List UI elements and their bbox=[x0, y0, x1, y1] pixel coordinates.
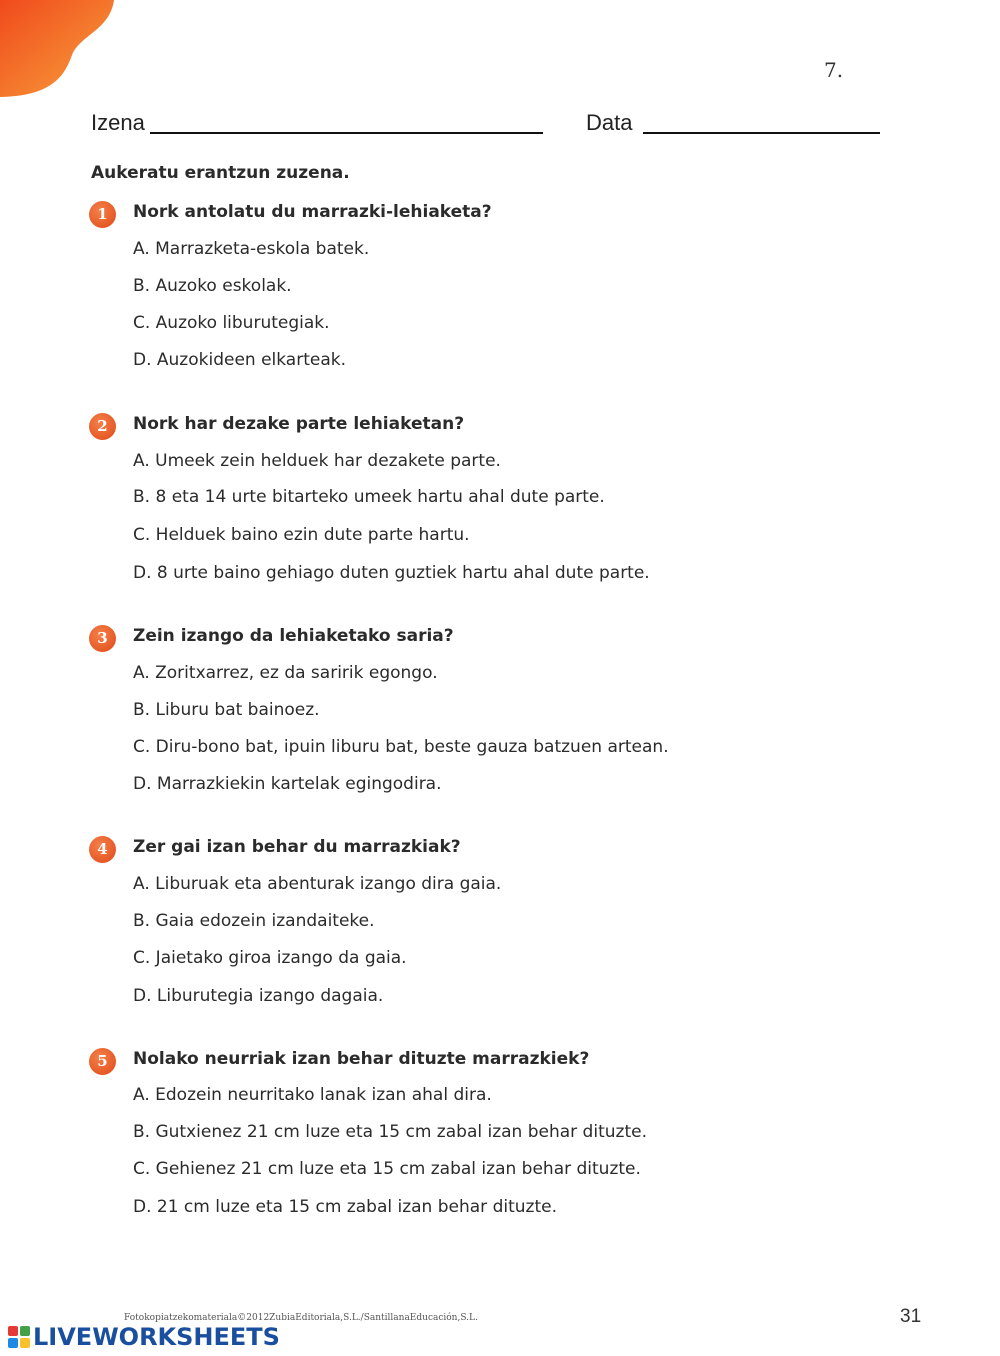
option-d[interactable]: D. Auzokideen elkarteak. bbox=[133, 350, 347, 370]
date-field[interactable] bbox=[643, 132, 880, 134]
option-b[interactable]: B. Gaia edozein izandaiteke. bbox=[133, 911, 375, 931]
copyright-notice: Fotokopiatzekomateriala©2012ZubiaEditoriala,S.L./SantillanaEducación,S.L. bbox=[124, 1313, 478, 1323]
option-c[interactable]: C. Gehienez 21 cm luze eta 15 cm zabal izan behar dituzte. bbox=[133, 1159, 641, 1179]
question-text: Nork antolatu du marrazki-lehiaketa? bbox=[133, 202, 492, 222]
option-a[interactable]: A. Zoritxarrez, ez da saririk egongo. bbox=[133, 663, 438, 683]
question-text: Zein izango da lehiaketako saria? bbox=[133, 626, 454, 646]
option-d[interactable]: D. Liburutegia izango dagaia. bbox=[133, 986, 384, 1006]
question-number-badge: 3 bbox=[89, 625, 116, 652]
liveworksheets-logo[interactable] bbox=[8, 1323, 280, 1351]
question-number-badge: 5 bbox=[89, 1048, 116, 1075]
page-number: 31 bbox=[900, 1306, 922, 1327]
name-field[interactable] bbox=[150, 132, 543, 134]
question-number-badge: 4 bbox=[89, 836, 116, 863]
question-text: Zer gai izan behar du marrazkiak? bbox=[133, 837, 461, 857]
option-a[interactable]: A. Liburuak eta abenturak izango dira gaia. bbox=[133, 874, 502, 894]
name-label: Izena bbox=[91, 110, 145, 135]
option-b[interactable]: B. Auzoko eskolak. bbox=[133, 276, 292, 296]
option-d[interactable]: D. 8 urte baino gehiago duten guztiek hartu ahal dute parte. bbox=[133, 563, 650, 583]
option-d[interactable]: D. 21 cm luze eta 15 cm zabal izan behar dituzte. bbox=[133, 1197, 557, 1217]
option-a[interactable]: A. Umeek zein helduek har dezakete parte. bbox=[133, 451, 501, 471]
option-d[interactable]: D. Marrazkiekin kartelak egingodira. bbox=[133, 774, 442, 794]
option-c[interactable]: C. Auzoko liburutegiak. bbox=[133, 313, 330, 333]
question-number-badge: 1 bbox=[89, 201, 116, 228]
option-b[interactable]: B. Liburu bat bainoez. bbox=[133, 700, 320, 720]
option-b[interactable]: B. 8 eta 14 urte bitarteko umeek hartu ahal dute parte. bbox=[133, 487, 605, 507]
option-c[interactable]: C. Diru-bono bat, ipuin liburu bat, beste gauza batzuen artean. bbox=[133, 737, 669, 757]
logo-squares-icon bbox=[8, 1326, 30, 1348]
option-c[interactable]: C. Helduek baino ezin dute parte hartu. bbox=[133, 525, 470, 545]
option-c[interactable]: C. Jaietako giroa izango da gaia. bbox=[133, 948, 407, 968]
option-a[interactable]: A. Edozein neurritako lanak izan ahal dira. bbox=[133, 1085, 492, 1105]
logo-text: LIVEWORKSHEETS bbox=[33, 1323, 280, 1351]
page-mark: 7. bbox=[824, 58, 844, 82]
option-a[interactable]: A. Marrazketa-eskola batek. bbox=[133, 239, 370, 259]
date-label: Data bbox=[586, 110, 633, 135]
corner-decoration bbox=[0, 0, 120, 100]
question-text: Nolako neurriak izan behar dituzte marrazkiek? bbox=[133, 1049, 590, 1069]
question-number-badge: 2 bbox=[89, 413, 116, 440]
question-text: Nork har dezake parte lehiaketan? bbox=[133, 414, 465, 434]
option-b[interactable]: B. Gutxienez 21 cm luze eta 15 cm zabal izan behar dituzte. bbox=[133, 1122, 647, 1142]
instruction: Aukeratu erantzun zuzena. bbox=[91, 163, 350, 183]
